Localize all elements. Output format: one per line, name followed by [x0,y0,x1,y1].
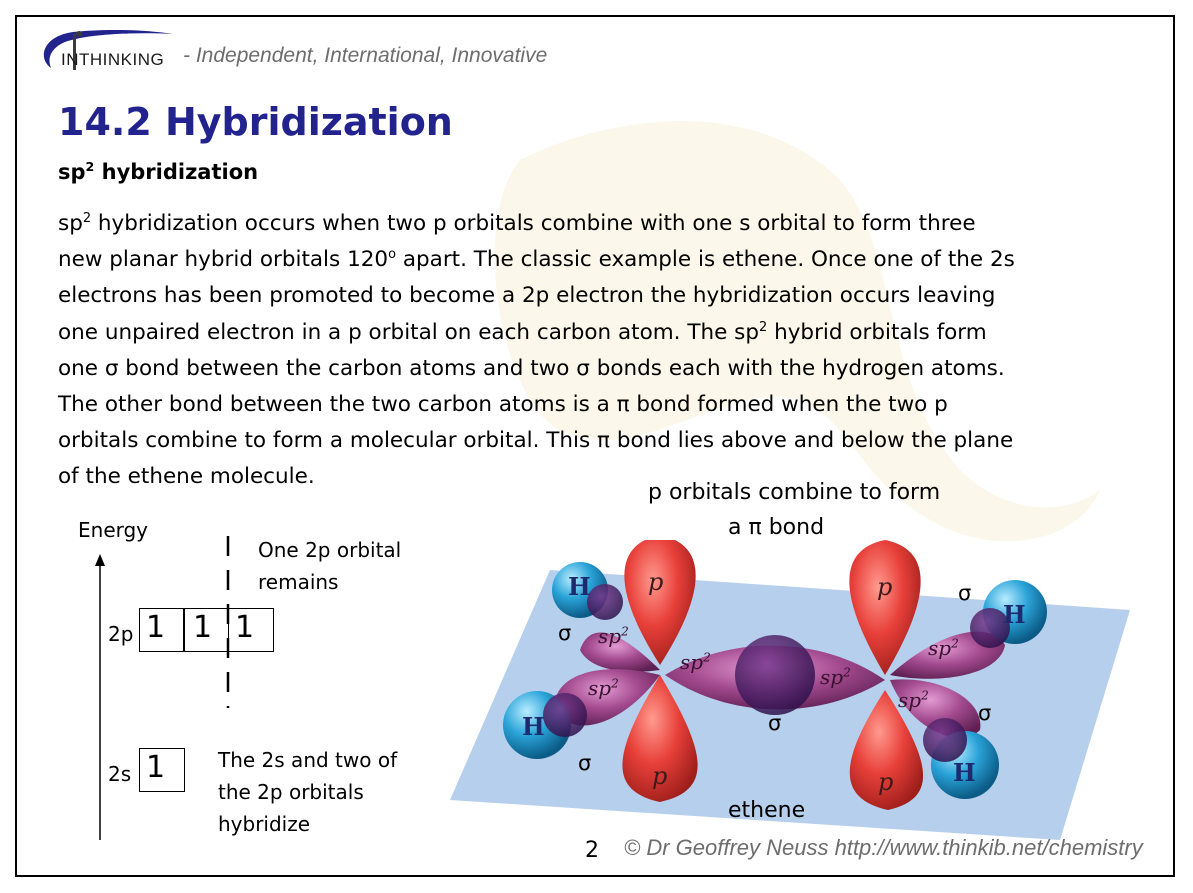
p-orbital-label: p [652,762,668,790]
sigma-label: σ [978,701,992,725]
figure-caption-1: p orbitals combine to form [648,480,941,505]
electron-up-arrow: 1 [146,750,166,785]
page-title: 14.2 Hybridization [58,100,453,144]
hydrogen-label: H [568,572,591,601]
sigma-label: σ [578,751,592,775]
note-remains-2: remains [258,570,339,594]
sigma-label: σ [558,621,572,645]
ethene-label: ethene [728,798,806,823]
footer-credit: © Dr Geoffrey Neuss http://www.thinkib.net/chemistry [624,835,1143,860]
figure-caption-2: a π bond [728,515,825,540]
sp2-label: $sp^2$ [588,676,619,700]
logo-text: INTHINKING [61,50,165,69]
section-subtitle: $sp^2$ hybridization [58,159,259,184]
p-orbital-label: p [878,768,894,796]
level-2s-label: 2s [108,762,132,786]
electron-up-arrow: 1 [235,610,255,645]
note-hybridize-1: The 2s and two of [218,748,398,772]
sp2-label: $sp^2$ [680,650,711,674]
p-orbital-label: p [648,568,664,596]
dashed-divider [222,532,234,712]
para-line: $sp^2$ hybridization occurs when two p orbitals combine with one s orbital to form three [58,210,976,236]
hydrogen-label: H [1003,600,1026,629]
sigma-label: σ [768,711,782,735]
energy-axis-arrow [92,552,108,842]
sp2-label: $sp^2$ [820,665,851,689]
para-line: electrons has been promoted to become a 2p electron the hybridization occurs leaving [58,283,996,309]
electron-up-arrow: 1 [146,610,166,645]
para-line: orbitals combine to form a molecular orbital. This π bond lies above and below the plane [58,428,1014,454]
para-line: of the ethene molecule. [58,464,315,490]
para-line: new planar hybrid orbitals 120$^o$ apart. The classic example is ethene. Once one of the 2s [58,247,1015,273]
sp2-label: $sp^2$ [898,688,929,712]
header [33,28,733,78]
level-2p-label: 2p [108,622,134,646]
body-paragraph [58,206,1148,496]
p-orbital-label: p [877,573,893,601]
energy-axis-label: Energy [78,518,149,542]
hydrogen-label: H [953,758,976,787]
electron-up-arrow: 1 [193,610,213,645]
para-line: The other bond between the two carbon atoms is a π bond formed when the two p [58,392,948,418]
sp2-label: $sp^2$ [598,624,629,648]
note-remains-1: One 2p orbital [258,538,402,562]
sigma-label: σ [958,581,972,605]
sp2-label: $sp^2$ [928,636,959,660]
orbital-drawing [440,540,1160,840]
note-hybridize-3: hybridize [218,812,311,836]
hydrogen-label: H [522,712,545,741]
tagline: - Independent, International, Innovative [183,44,548,67]
page-number: 2 [585,838,599,863]
para-line: one σ bond between the carbon atoms and two σ bonds each with the hydrogen atoms. [58,355,1005,381]
note-hybridize-2: the 2p orbitals [218,780,364,804]
para-line: one unpaired electron in a p orbital on each carbon atom. The $sp^2$ hybrid orbitals form [58,319,987,345]
